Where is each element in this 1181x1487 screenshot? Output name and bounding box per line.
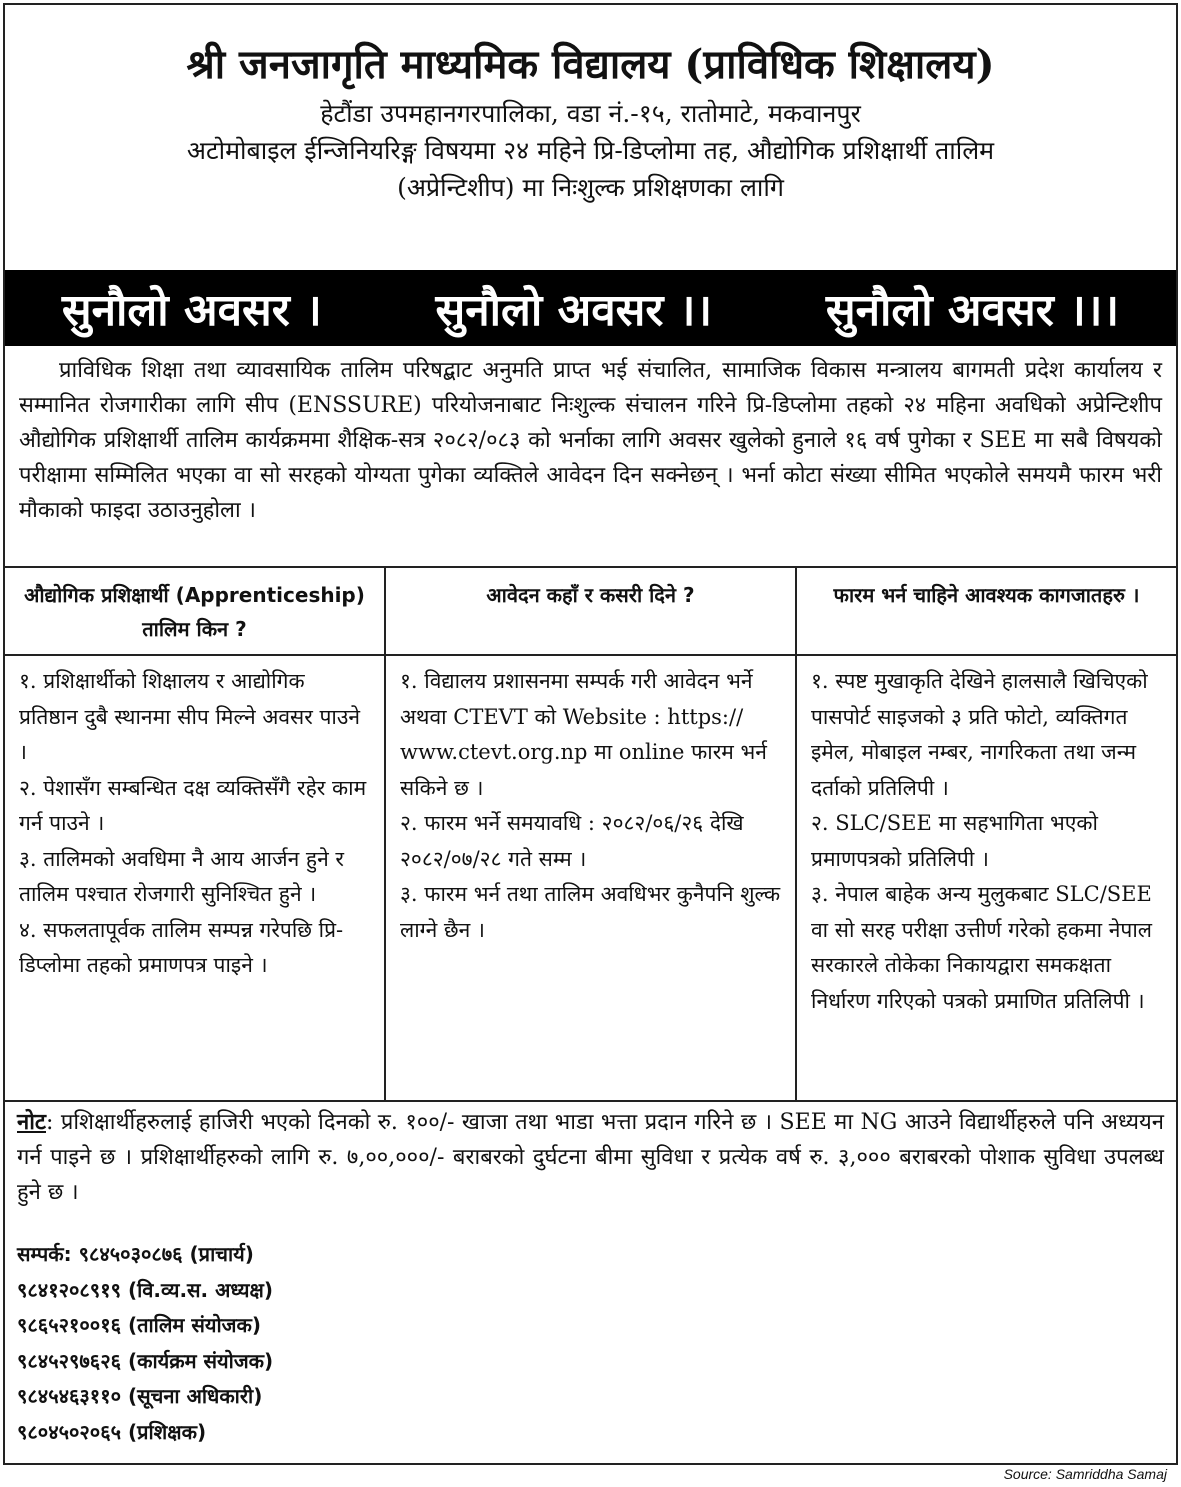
contact-item: सम्पर्क: ९८४५०३०८७६ (प्राचार्य): [17, 1242, 254, 1266]
list-item: ३. तालिमको अवधिमा नै आय आर्जन हुने र तालिम पश्चात रोजगारी सुनिश्चित हुने ।: [19, 846, 344, 906]
contact-item: ९८०४५०२०६५ (प्रशिक्षक): [17, 1419, 207, 1444]
note-label: नोट: [17, 1110, 46, 1135]
intro-paragraph: प्राविधिक शिक्षा तथा व्यावसायिक तालिम परिषद्बाट अनुमति प्राप्त भई संचालित, सामाजिक विकास मन्त्रालय बागमती प्रदेश कार्यालय र सम्मानित रोजगारीका लागि सीप (ENSSURE) परियोजनाबाट निःशुल्क संचालन गरिने प्रि-डिप्लोमा तहको २४ महिना अवधिको अप्रेन्टिशीप औद्योगिक प्रशिक्षार्थी तालिम कार्यक्रममा शैक्षिक-सत्र २०८२/०८३ को भर्नाका लागि अवसर खुलेको हुनाले १६ वर्ष पुगेका र SEE मा सबै विषयको परीक्षामा सम्मिलित भएका वा सो सरहको योग्यता पुगेका व्यक्तिले आवेदन दिन सक्नेछन् । भर्ना कोटा संख्या सीमित भएकोले समयमै फारम भरी मौकाको फाइदा उठाउनुहोला ।: [5, 353, 1176, 568]
column-header: औद्योगिक प्रशिक्षार्थी (Apprenticeship) तालिम किन ?: [5, 568, 384, 656]
program-line: अटोमोबाइल ईन्जिनियरिङ्ग विषयमा २४ महिने प्रि-डिप्लोमा तह, औद्योगिक प्रशिक्षार्थी तालिम: [186, 136, 995, 165]
school-name: श्री जनजागृति माध्यमिक विद्यालय (प्राविधिक शिक्षालय): [186, 41, 995, 88]
note-paragraph: [5, 1105, 1176, 1210]
column-header: आवेदन कहाँ र कसरी दिने ?: [386, 568, 795, 656]
list-item: [400, 664, 781, 806]
info-table: [5, 568, 1176, 1102]
contact-list: [17, 1237, 273, 1450]
list-item: २. फारम भर्ने समयावधि : २०८२/०६/२६ देखि २०८२/०७/२८ गते सम्म ।: [400, 811, 744, 871]
list-item: ४. सफलतापूर्वक तालिम सम्पन्न गरेपछि प्रि-डिप्लोमा तहको प्रमाणपत्र पाइने ।: [19, 917, 344, 977]
notice-frame: [3, 3, 1178, 1465]
contact-item: ९८६५२१००१६ (तालिम संयोजक): [17, 1313, 261, 1337]
program-line-2: (अप्रेन्टिशीप) मा निःशुल्क प्रशिक्षणका लागि: [397, 173, 784, 202]
list-item: २. SLC/SEE मा सहभागिता भएको प्रमाणपत्रको प्रतिलिपी ।: [811, 811, 1098, 871]
banner-text: सुनौलो अवसर ।।।: [825, 285, 1120, 336]
item-text: १. विद्यालय प्रशासनमा सम्पर्क गरी आवेदन भर्ने अथवा CTEVT को: [400, 669, 753, 729]
documents-column: [797, 568, 1176, 1100]
item-text: मा online फारम भर्न सकिने छ ।: [400, 740, 767, 800]
list-item: १. प्रशिक्षार्थीको शिक्षालय र आद्योगिक प्रतिष्ठान दुबै स्थानमा सीप मिल्ने अवसर पाउने ।: [19, 669, 361, 764]
contact-item: ९८४१२०८९१९ (वि.व्य.स. अध्यक्ष): [17, 1277, 273, 1302]
note-text: : प्रशिक्षार्थीहरुलाई हाजिरी भएको दिनको रु. १००/- खाजा तथा भाडा भत्ता प्रदान गरिने छ । SEE मा NG आउने विद्यार्थीहरुले पनि अध्ययन गर्न पाइने छ । प्रशिक्षार्थीहरुको लागि रु. ७,००,०००/- बराबरको दुर्घटना बीमा सुविधा र प्रत्येक वर्ष रु. ३,००० बराबरको पोशाक सुविधा उपलब्ध हुने छ ।: [17, 1110, 1164, 1205]
why-column: [5, 568, 386, 1100]
notice-header: [5, 35, 1176, 206]
list-item: १. स्पष्ट मुखाकृति देखिने हालसालै खिचिएको पासपोर्ट साइजको ३ प्रति फोटो, व्यक्तिगत इमेल, मोबाइल नम्बर, नागरिकता तथा जन्म दर्ताको प्रतिलिपी ।: [811, 669, 1148, 800]
column-header: फारम भर्न चाहिने आवश्यक कागजातहरु ।: [797, 568, 1176, 656]
banner-text: सुनौलो अवसर ।: [61, 285, 322, 336]
golden-opportunity-banner: [5, 270, 1176, 346]
how-to-apply-column: [386, 568, 797, 1100]
school-address: हेटौंडा उपमहानगरपालिका, वडा नं.-१५, रातोमाटे, मकवानपुर: [320, 99, 861, 128]
banner-text: सुनौलो अवसर ।।: [435, 285, 713, 336]
contact-item: ९८४५४६३११० (सूचना अधिकारी): [17, 1384, 263, 1408]
list-item: ३. नेपाल बाहेक अन्य मुलुकबाट SLC/SEE वा सो सरह परीक्षा उत्तीर्ण गरेको हकमा नेपाल सरकारले तोकेका निकायद्वारा समकक्षता निर्धारण गरिएको पत्रको प्रमाणित प्रतिलिपी ।: [811, 882, 1153, 1013]
ctevt-website-link[interactable]: Website : https:// www.ctevt.org.np: [400, 704, 744, 764]
contact-item: ९८४५२९७६२६ (कार्यक्रम संयोजक): [17, 1348, 274, 1373]
list-item: २. पेशासँग सम्बन्धित दक्ष व्यक्तिसँगै रहेर काम गर्न पाउने ।: [19, 775, 367, 835]
source-credit: Source: Samriddha Samaj: [1003, 1466, 1167, 1482]
list-item: ३. फारम भर्न तथा तालिम अवधिभर कुनैपनि शुल्क लाग्ने छैन ।: [400, 882, 781, 942]
